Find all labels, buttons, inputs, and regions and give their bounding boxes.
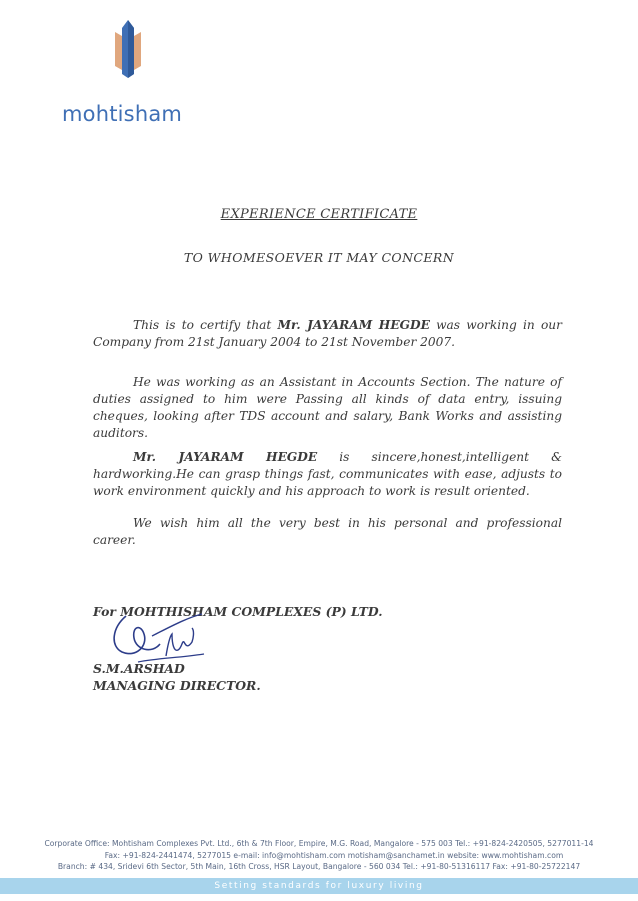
employee-name-2: Mr. JAYARAM HEGDE [133, 450, 318, 464]
paragraph-certify [93, 317, 562, 351]
footer-corporate-office: Corporate Office: Mohtisham Complexes Pvt. Ltd., 6th & 7th Floor, Empire, M.G. Road, Mangalore - 575 003 Tel.: +91-824-2420505, 5277011-14 [44, 839, 594, 848]
p1-text-a: This is to certify that [133, 318, 278, 332]
logo-wordmark: mohtisham [62, 102, 183, 126]
paragraph-duties [93, 374, 562, 442]
employee-name: Mr. JAYARAM HEGDE [277, 318, 430, 332]
p4-text: We wish him all the very best in his personal and professional career. [93, 516, 562, 547]
company-signoff-line: For MOHTHISHAM COMPLEXES (P) LTD. [93, 604, 383, 619]
mohtisham-building-logo-icon [109, 18, 147, 78]
signatory-name: S.M.ARSHAD [93, 661, 185, 676]
tagline: Setting standards for luxury living [214, 881, 424, 891]
signatory-designation: MANAGING DIRECTOR. [93, 678, 261, 693]
certificate-title: EXPERIENCE CERTIFICATE [220, 207, 418, 222]
paragraph-wishes [93, 515, 562, 549]
letterhead-footer [0, 838, 638, 873]
footer-branch: Branch: # 434, Sridevi 6th Sector, 5th Main, 16th Cross, HSR Layout, Bangalore - 560 034 Tel.: +91-80-51316117 Fax: +91-80-25722147 [57, 862, 581, 871]
footer-contact: Fax: +91-824-2441474, 5277015 e-mail: info@mohtisham.com motisham@sanchamet.in website: www.mohtisham.com [104, 850, 564, 860]
p1-text-b: was working in our Company from 21st January 2004 to 21st November 2007. [93, 318, 562, 349]
p2-text: He was working as an Assistant in Accounts Section. The nature of duties assigned to him were Passing all kinds of data entry, issuing cheques, looking after TDS account and salary, Bank Works and assisting auditors. [93, 375, 562, 440]
certificate-salutation: TO WHOMESOEVER IT MAY CONCERN [183, 250, 455, 265]
p3-text: is sincere,honest,intelligent & hardworking.He can grasp things fast, communicates with ease, adjusts to work environment quickly and his approach to work is result oriented. [93, 450, 562, 498]
paragraph-character [93, 449, 562, 500]
handwritten-signature [108, 606, 218, 666]
